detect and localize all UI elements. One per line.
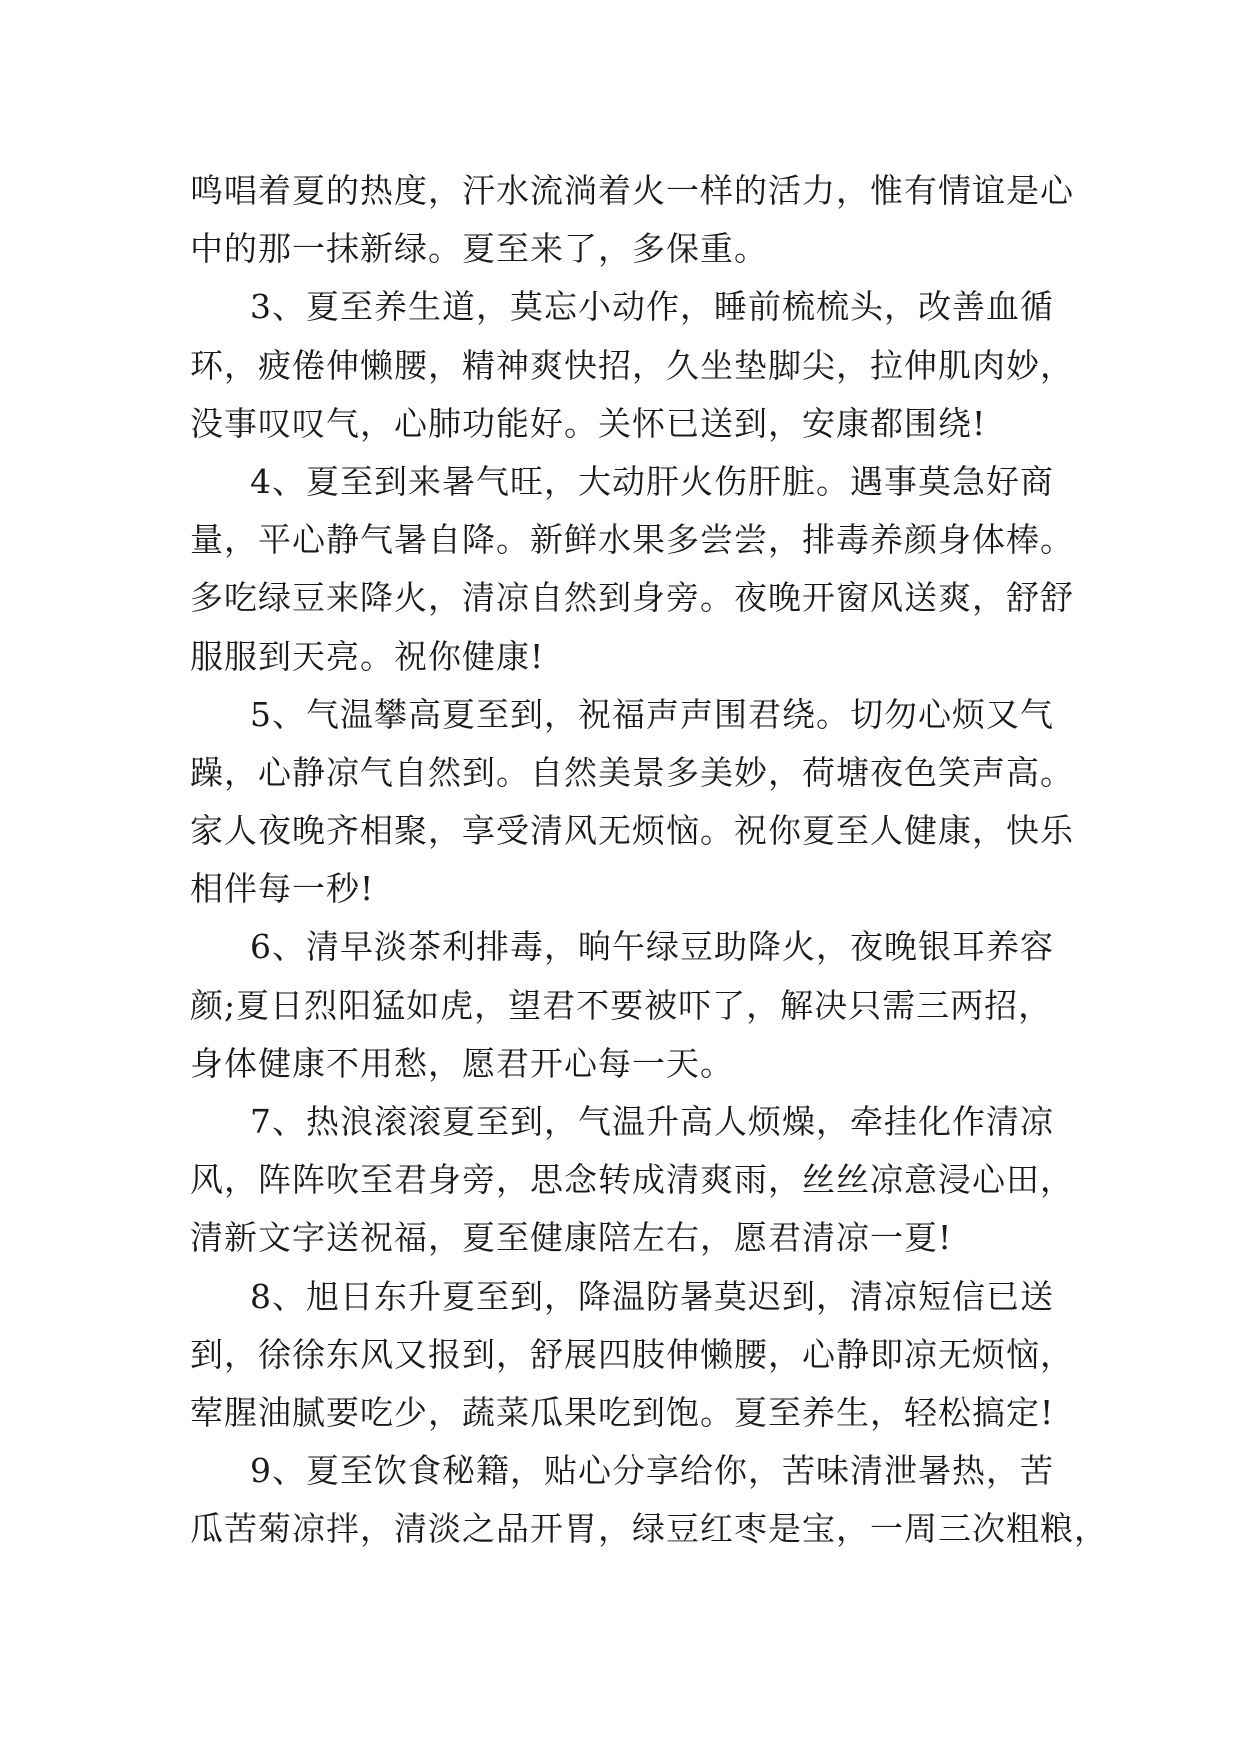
text-line: 8、旭日东升夏至到，降温防暑莫迟到，清凉短信已送 [250,1276,1054,1316]
text-line: 4、夏至到来暑气旺，大动肝火伤肝脏。遇事莫急好商 [250,461,1054,501]
text-line: 3、夏至养生道，莫忘小动作，睡前梳梳头，改善血循 [250,287,1054,327]
text-line: 荤腥油腻要吃少，蔬菜瓜果吃到饱。夏至养生，轻松搞定! [190,1392,1055,1432]
text-line: 鸣唱着夏的热度，汗水流淌着火一样的活力，惟有情谊是心 [190,171,1074,210]
document-body [190,162,1108,1559]
text-line: 5、气温攀高夏至到，祝福声声围君绕。切勿心烦又气 [250,694,1054,734]
text-line: 环，疲倦伸懒腰，精神爽快招，久坐垫脚尖，拉伸肌肉妙， [190,345,1074,385]
text-line: 6、清早淡茶利排毒，晌午绿豆助降火，夜晚银耳养容 [250,927,1054,967]
text-line: 中的那一抹新绿。夏至来了，多保重。 [190,229,768,269]
text-line: 身体健康不用愁，愿君开心每一天。 [190,1043,734,1083]
text-line: 量，平心静气暑自降。新鲜水果多尝尝，排毒养颜身体棒。 [190,520,1074,560]
text-line: 颜;夏日烈阳猛如虎，望君不要被吓了，解决只需三两招， [190,985,1053,1025]
text-line: 没事叹叹气，心肺功能好。关怀已送到，安康都围绕! [190,403,987,443]
text-line: 瓜苦菊凉拌，清淡之品开胃，绿豆红枣是宝，一周三次粗粮， [190,1509,1108,1549]
text-line: 多吃绿豆来降火，清凉自然到身旁。夜晚开窗风送爽，舒舒 [190,578,1074,618]
text-line: 到，徐徐东风又报到，舒展四肢伸懒腰，心静即凉无烦恼， [190,1334,1074,1374]
text-line: 清新文字送祝福，夏至健康陪左右，愿君清凉一夏! [190,1218,953,1258]
text-line: 相伴每一秒! [190,869,375,909]
text-line: 服服到天亮。祝你健康! [190,636,545,676]
text-line: 7、热浪滚滚夏至到，气温升高人烦燥，牵挂化作清凉 [250,1102,1054,1141]
text-line: 躁，心静凉气自然到。自然美景多美妙，荷塘夜色笑声高。 [190,752,1074,792]
text-line: 风，阵阵吹至君身旁，思念转成清爽雨，丝丝凉意浸心田， [190,1160,1074,1200]
text-line: 家人夜晚齐相聚，享受清风无烦恼。祝你夏至人健康，快乐 [190,811,1074,851]
text-line: 9、夏至饮食秘籍，贴心分享给你，苦味清泄暑热，苦 [250,1451,1054,1491]
